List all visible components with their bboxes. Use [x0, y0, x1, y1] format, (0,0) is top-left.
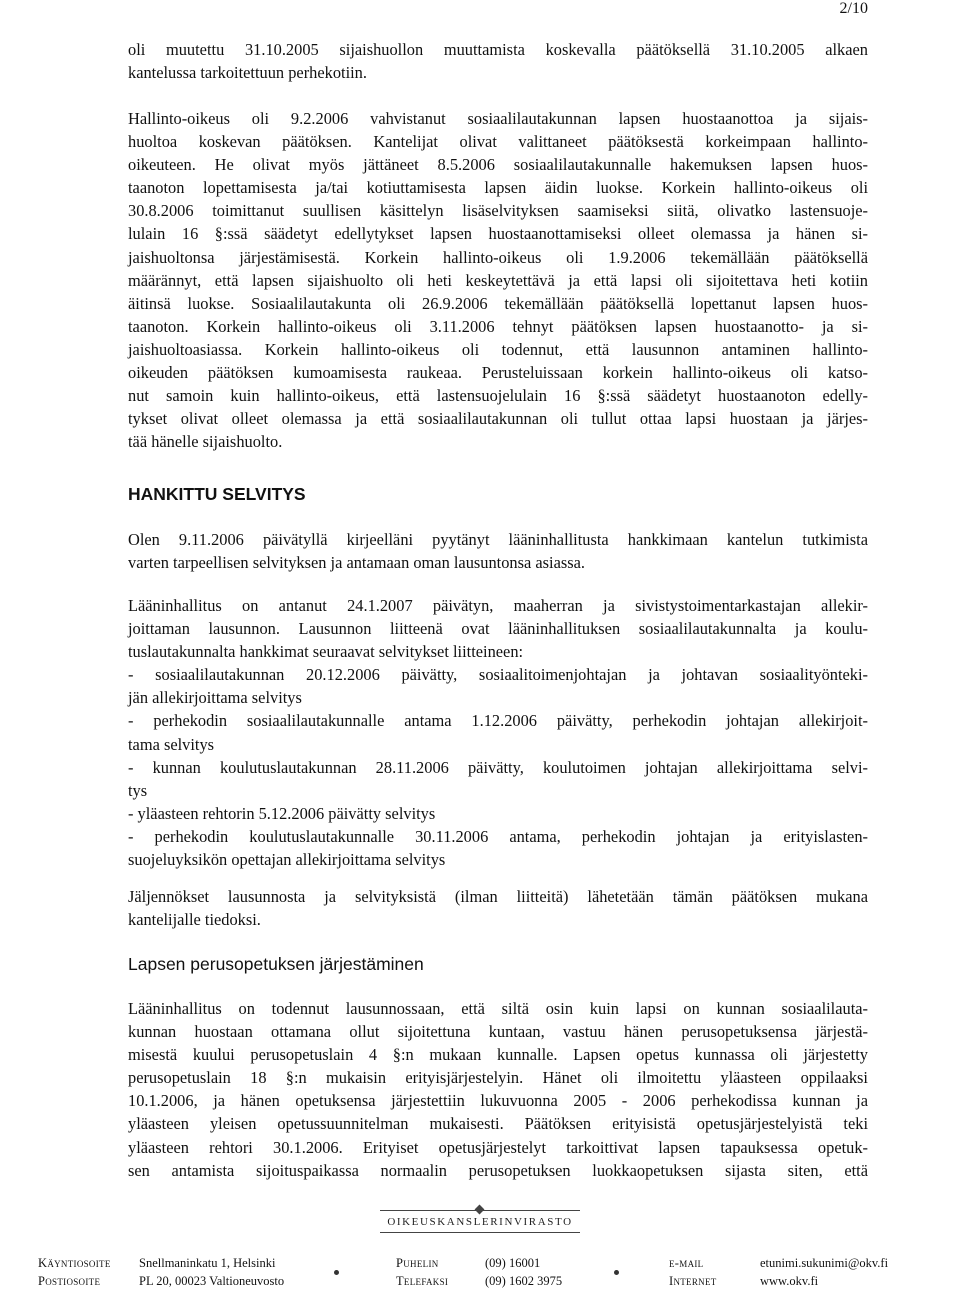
text-line: perusopetuslain 18 §:n mukaisin erityisjärjestelyin. Hänet oli ilmoitettu yläasteen oppilaaksi	[128, 1068, 868, 1088]
section-heading-perusopetus: Lapsen perusopetuksen järjestäminen	[128, 954, 424, 974]
footer-email-value[interactable]: etunimi.sukunimi@okv.fi	[760, 1256, 889, 1270]
footer-email-label: e-mail	[669, 1256, 704, 1270]
footer-visit-label: Käyntiosoite	[38, 1256, 111, 1270]
list-item: - perhekodin sosiaalilautakunnalle antama 1.12.2006 päivätty, perhekodin johtajan allekirjoit-	[128, 711, 868, 731]
footer-fax-value: (09) 1602 3975	[485, 1274, 563, 1288]
paragraph-request	[128, 528, 868, 574]
footer-fax-label: Telefaksi	[396, 1274, 449, 1288]
footer-web-value[interactable]: www.okv.fi	[760, 1274, 819, 1288]
bullet-icon	[614, 1270, 619, 1275]
text-line: jaishuoltonsa järjestämisestä. Korkein hallinto-oikeus oli 1.9.2006 tekemällään päätöksellä	[128, 247, 868, 267]
list-item: - yläasteen rehtorin 5.12.2006 päivätty selvitys	[128, 803, 436, 823]
list-item: - perhekodin koulutuslautakunnalle 30.11.2006 antama, perhekodin johtajan ja erityislasten-	[128, 826, 868, 846]
text-line: kantelijalle tiedoksi.	[128, 910, 261, 930]
list-item: - sosiaalilautakunnan 20.12.2006 päivätty, sosiaalitoimenjohtajan ja johtavan sosiaalityönteki-	[128, 665, 868, 685]
text-line: oli muutettu 31.10.2005 sijaishuollon muuttamista koskevalla päätöksellä 31.10.2005 alkaen	[128, 40, 868, 59]
footer-brand: OIKEUSKANSLERINVIRASTO	[387, 1216, 573, 1228]
footer-post-value: PL 20, 00023 Valtioneuvosto	[139, 1274, 285, 1288]
list-item: - kunnan koulutuslautakunnan 28.11.2006 päivätty, koulutoimen johtajan allekirjoittama selvi-	[128, 757, 868, 777]
paragraph-court-history	[128, 107, 868, 453]
text-line: misestä kuului perusopetuslain 4 §:n mukaan kunnalle. Lapsen opetus kunnassa oli järjestetty	[128, 1045, 868, 1065]
text-line: 30.8.2006 toimittanut suullisen käsittelyn lisäselvityksen saamiseksi siitä, olivatko lastensuoje-	[128, 201, 868, 221]
footer-visit-value: Snellmaninkatu 1, Helsinki	[139, 1256, 276, 1270]
text-line: kunnan huostaan ottamana ollut sijoitettuna kuntaan, vastuu hänen perusopetuksensa järjestä-	[128, 1022, 868, 1042]
text-line: jän allekirjoittama selvitys	[128, 688, 302, 708]
footer-divider	[380, 1232, 580, 1233]
text-line: varten tarpeellisen selvityksen ja antamaan oman lausuntonsa asiassa.	[128, 553, 585, 573]
footer-phone-label: Puhelin	[396, 1256, 439, 1270]
footer-phone-value: (09) 16001	[485, 1256, 541, 1270]
text-line: taanoton lopettamisesta ja/tai kotiuttamisesta lapsen äidin luokse. Korkein hallinto-oikeus oli	[128, 178, 868, 198]
text-line: tama selvitys	[128, 734, 215, 754]
text-line: 10.1.2006, ja hänen opetuksensa järjestettiin lukuvuonna 2005 - 2006 perhekodissa kunnan ja	[128, 1091, 868, 1111]
footer-web-label: Internet	[669, 1274, 717, 1288]
text-line: tää hänelle sijaishuolto.	[128, 432, 283, 452]
text-line: suojeluyksikön opettajan allekirjoittama selvitys	[128, 850, 446, 870]
page-footer	[0, 1206, 960, 1291]
bullet-icon	[334, 1270, 339, 1275]
diamond-ornament-icon	[475, 1205, 485, 1215]
text-line: äitinsä luokse. Sosiaalilautakunta oli 26.9.2006 tekemällään päätöksellä lopettanut lapsen huos-	[128, 293, 868, 313]
text-line: yläasteen yleisen opetussuunnitelman mukaisesti. Päätöksen erityisistä opetusjärjestelyistä teki	[128, 1114, 868, 1134]
text-line: lulain 16 §:ssä säädetyt edellytykset lapsen huostaanottamiseksi olleet olemassa ja hänen si-	[128, 224, 868, 244]
text-line: Jäljennökset lausunnosta ja selvityksistä (ilman liitteitä) lähetetään tämän päätöksen mukana	[128, 887, 868, 906]
text-line: nut samoin kuin hallinto-oikeus, että lastensuojelulain 16 §:ssä säädetyt huostaanoton edelly-	[128, 386, 868, 406]
section-heading-hankittu-selvitys: HANKITTU SELVITYS	[128, 484, 306, 504]
text-line: Lääninhallitus on todennut lausunnossaan, että siltä osin kuin lapsi on kunnan sosiaalilauta-	[128, 999, 868, 1018]
text-line: huoltoa koskevan päätöksen. Kantelijat olivat valittaneet päätöksestä korkeimpaan hallinto-	[128, 132, 868, 152]
paragraph-copies	[128, 885, 868, 931]
page-number: 2/10	[839, 0, 868, 17]
text-line: oikeuteen. He olivat myös jättäneet 8.5.2006 sosiaalilautakunnalle hakemuksen lapsen huos-	[128, 155, 868, 175]
text-line: jaishuoltoasiassa. Korkein hallinto-oikeus oli todennut, että lausunnon antaminen hallinto-	[128, 339, 868, 359]
text-line: joittaman lausunnon. Lausunnon liitteenä ovat lääninhallituksen sosiaalilautakunnalta ja koulu-	[128, 619, 868, 639]
text-line: Lääninhallitus on antanut 24.1.2007 päivätyn, maaherran ja sivistystoimentarkastajan allekir-	[128, 596, 868, 615]
paragraph-intro	[128, 38, 868, 84]
text-line: oikeuden päätöksen kumoamisesta raukeaa. Perusteluissaan korkein hallinto-oikeus oli katso-	[128, 363, 868, 383]
paragraph-statement-list	[128, 594, 868, 871]
footer-post-label: Postiosoite	[38, 1274, 101, 1288]
text-line: tuslautakunnalta hankkimat seuraavat selvitykset liitteineen:	[128, 642, 524, 662]
text-line: määrännyt, että lapsen sijaishuolto oli heti keskeytettävä ja että lapsi oli sijoitettava heti kotiin	[128, 270, 868, 290]
text-line: tys	[128, 780, 148, 800]
paragraph-education	[128, 997, 868, 1182]
text-line: kantelussa tarkoitettuun perhekotiin.	[128, 63, 367, 83]
text-line: yläasteen rehtori 30.1.2006. Erityiset opetusjärjestelyt tarkoittivat lapsen tapauksessa opetuk-	[128, 1137, 868, 1157]
text-line: taanoton. Korkein hallinto-oikeus oli 3.11.2006 tehnyt päätöksen lapsen huostaanotto- ja si-	[128, 316, 868, 336]
text-line: Olen 9.11.2006 päivätyllä kirjeelläni pyytänyt lääninhallitusta hankkimaan kantelun tutkimista	[128, 530, 868, 549]
text-line: tykset olivat olleet olemassa ja että sosiaalilautakunnan oli tullut ottaa lapsi huostaan ja järjes-	[128, 409, 868, 429]
text-line: sen antamista sijoituspaikassa normaalin perusopetuksen luokkaopetuksen sijasta siten, että	[128, 1160, 868, 1180]
text-line: Hallinto-oikeus oli 9.2.2006 vahvistanut sosiaalilautakunnan lapsen huostaanottoa ja sijais-	[128, 109, 868, 128]
